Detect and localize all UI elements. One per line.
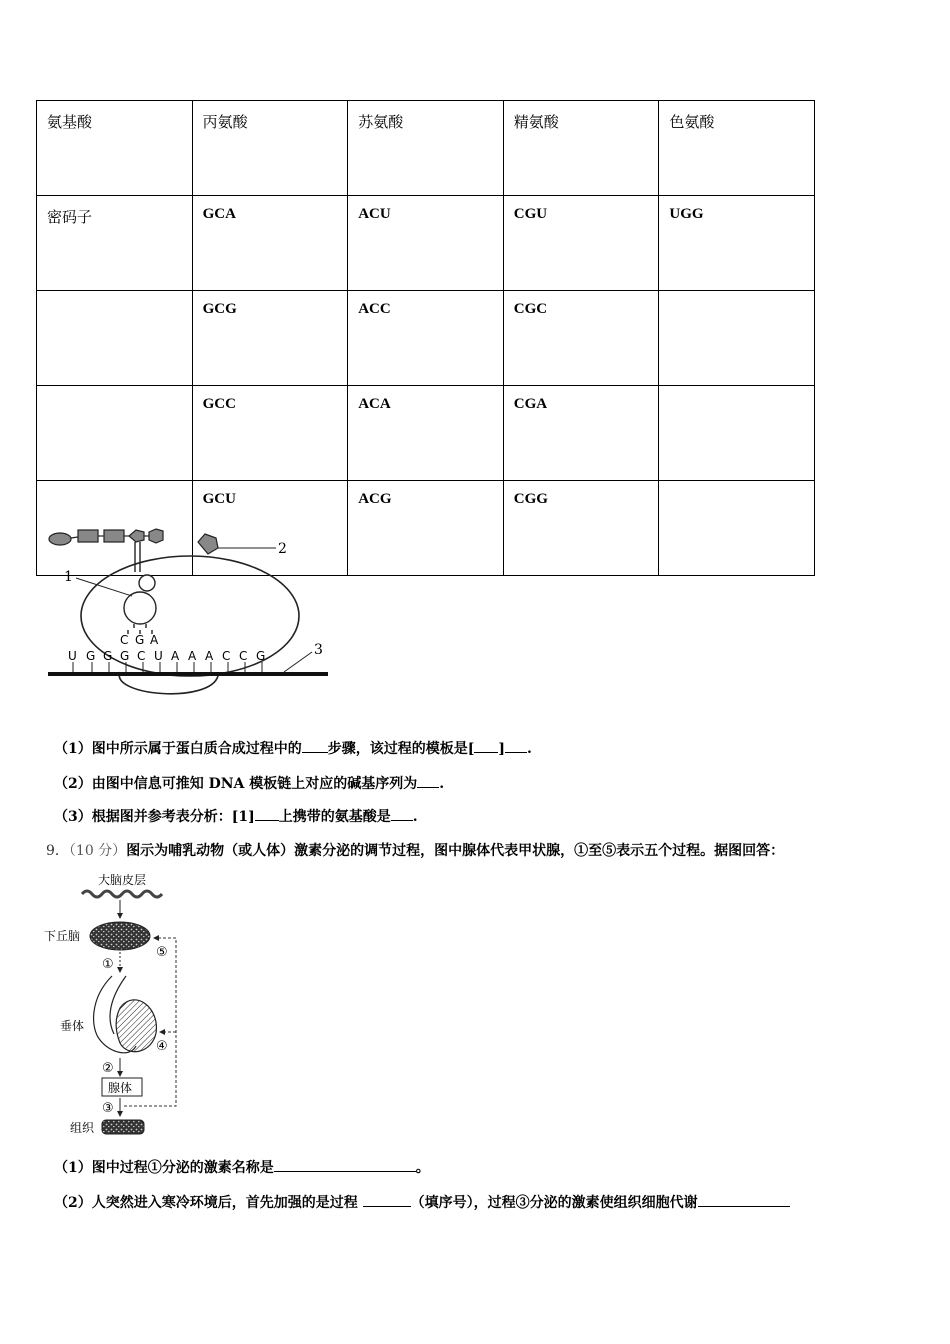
table-cell bbox=[659, 386, 815, 481]
mrna-base: G bbox=[120, 649, 130, 663]
question-8-3 bbox=[54, 806, 418, 826]
table-header-cell: 色氨酸 bbox=[659, 101, 815, 196]
leader-line-3 bbox=[284, 652, 312, 672]
answer-blank[interactable] bbox=[274, 1157, 416, 1172]
tissue-cells bbox=[102, 1120, 144, 1134]
mrna-base: G bbox=[256, 649, 266, 663]
mrna-base: A bbox=[205, 649, 214, 663]
label-3: 3 bbox=[314, 642, 323, 658]
question-8-2 bbox=[54, 773, 444, 793]
table-cell: CGG bbox=[503, 481, 659, 576]
hypothalamus-label: 下丘脑 bbox=[44, 929, 81, 943]
answer-blank[interactable] bbox=[391, 806, 413, 821]
table-cell: ACU bbox=[348, 196, 504, 291]
q8-3-text-b: 上携带的氨基酸是 bbox=[278, 809, 391, 825]
mrna-base: C bbox=[239, 649, 248, 663]
mrna-base: U bbox=[154, 649, 163, 663]
cortex-label: 大脑皮层 bbox=[98, 873, 147, 887]
anticodon-base: A bbox=[150, 633, 159, 647]
q8-1-text-b: 步骤，该过程的模板是[ bbox=[327, 741, 475, 757]
table-cell: GCG bbox=[192, 291, 348, 386]
step-2-label: ② bbox=[102, 1061, 114, 1076]
question-points: （10 分） bbox=[68, 843, 127, 859]
table-row bbox=[37, 386, 815, 481]
question-9-1 bbox=[54, 1157, 430, 1177]
table-cell: CGA bbox=[503, 386, 659, 481]
answer-blank[interactable] bbox=[505, 738, 527, 753]
table-cell: ACA bbox=[348, 386, 504, 481]
pituitary-label: 垂体 bbox=[60, 1019, 85, 1033]
table-cell bbox=[37, 291, 193, 386]
label-1: 1 bbox=[64, 569, 73, 585]
question-9-2 bbox=[54, 1192, 790, 1212]
table-cell: GCC bbox=[192, 386, 348, 481]
mrna-base: U bbox=[68, 649, 77, 663]
mrna-base: G bbox=[86, 649, 96, 663]
table-cell bbox=[659, 291, 815, 386]
q8-1-text-c: ] bbox=[498, 741, 505, 757]
anticodon-base: G bbox=[135, 633, 145, 647]
answer-blank[interactable] bbox=[255, 806, 279, 821]
translation-diagram bbox=[40, 526, 340, 711]
gland-label: 腺体 bbox=[108, 1081, 133, 1095]
table-row bbox=[37, 196, 815, 291]
mrna-base: A bbox=[171, 649, 180, 663]
question-stem-text: 图示为哺乳动物（或人体）激素分泌的调节过程，图中腺体代表甲状腺，①至⑤表示五个过程。据图回答： bbox=[126, 843, 785, 859]
q8-1-text-a: （1）图中所示属于蛋白质合成过程中的 bbox=[54, 741, 302, 757]
table-cell bbox=[37, 386, 193, 481]
answer-blank[interactable] bbox=[302, 738, 328, 753]
q9-2-text-a: （2）人突然进入寒冷环境后，首先加强的是过程 bbox=[54, 1195, 358, 1211]
pituitary-gland bbox=[116, 1000, 156, 1052]
mrna-base: C bbox=[137, 649, 146, 663]
codon-table bbox=[36, 100, 815, 576]
mrna-base: G bbox=[103, 649, 113, 663]
answer-blank[interactable] bbox=[698, 1192, 790, 1207]
q8-3-text-c: . bbox=[412, 809, 418, 825]
mrna-base: C bbox=[222, 649, 231, 663]
q8-1-text-d: . bbox=[527, 741, 532, 757]
table-cell: CGC bbox=[503, 291, 659, 386]
question-9-stem bbox=[46, 840, 784, 860]
mrna-base: A bbox=[188, 649, 197, 663]
table-cell bbox=[659, 481, 815, 576]
q9-2-text-b: （填序号），过程③分泌的激素使组织细胞代谢 bbox=[410, 1195, 698, 1211]
trna-shape bbox=[124, 542, 156, 634]
table-cell: ACG bbox=[348, 481, 504, 576]
tissue-label: 组织 bbox=[70, 1121, 95, 1135]
answer-blank[interactable] bbox=[474, 738, 498, 753]
hormone-regulation-diagram bbox=[40, 868, 200, 1138]
table-row bbox=[37, 291, 815, 386]
question-8-1 bbox=[54, 738, 532, 758]
table-cell: CGU bbox=[503, 196, 659, 291]
table-cell: 密码子 bbox=[37, 196, 193, 291]
table-row bbox=[37, 101, 815, 196]
table-cell: UGG bbox=[659, 196, 815, 291]
answer-blank[interactable] bbox=[417, 773, 439, 788]
q8-2-text-b: . bbox=[439, 776, 445, 792]
cortex-wave bbox=[82, 891, 162, 897]
table-cell: GCA bbox=[192, 196, 348, 291]
step-1-label: ① bbox=[102, 957, 114, 972]
table-header-cell: 丙氨酸 bbox=[192, 101, 348, 196]
answer-blank[interactable] bbox=[363, 1192, 411, 1207]
question-number: 9． bbox=[46, 843, 69, 859]
peptide-chain bbox=[49, 529, 163, 545]
label-2: 2 bbox=[278, 541, 287, 557]
q9-1-text-a: （1）图中过程①分泌的激素名称是 bbox=[54, 1160, 274, 1176]
q8-3-text-a: （3）根据图并参考表分析：[1] bbox=[54, 809, 255, 825]
leader-line-1 bbox=[76, 578, 132, 596]
step-5-label: ⑤ bbox=[156, 945, 168, 960]
step-3-label: ③ bbox=[102, 1101, 114, 1116]
table-header-cell: 精氨酸 bbox=[503, 101, 659, 196]
table-cell: GCU bbox=[192, 481, 348, 576]
hypothalamus-shape bbox=[90, 922, 150, 950]
q8-2-text-a: （2）由图中信息可推知 DNA 模板链上对应的碱基序列为 bbox=[54, 776, 418, 792]
table-cell: ACC bbox=[348, 291, 504, 386]
mrna-bases bbox=[68, 649, 265, 663]
table-header-cell: 氨基酸 bbox=[37, 101, 193, 196]
amino-acid-shape bbox=[198, 534, 218, 554]
q9-1-text-b: 。 bbox=[415, 1160, 430, 1176]
step-4-label: ④ bbox=[156, 1039, 168, 1054]
anticodon-base: C bbox=[120, 633, 129, 647]
table-header-cell: 苏氨酸 bbox=[348, 101, 504, 196]
